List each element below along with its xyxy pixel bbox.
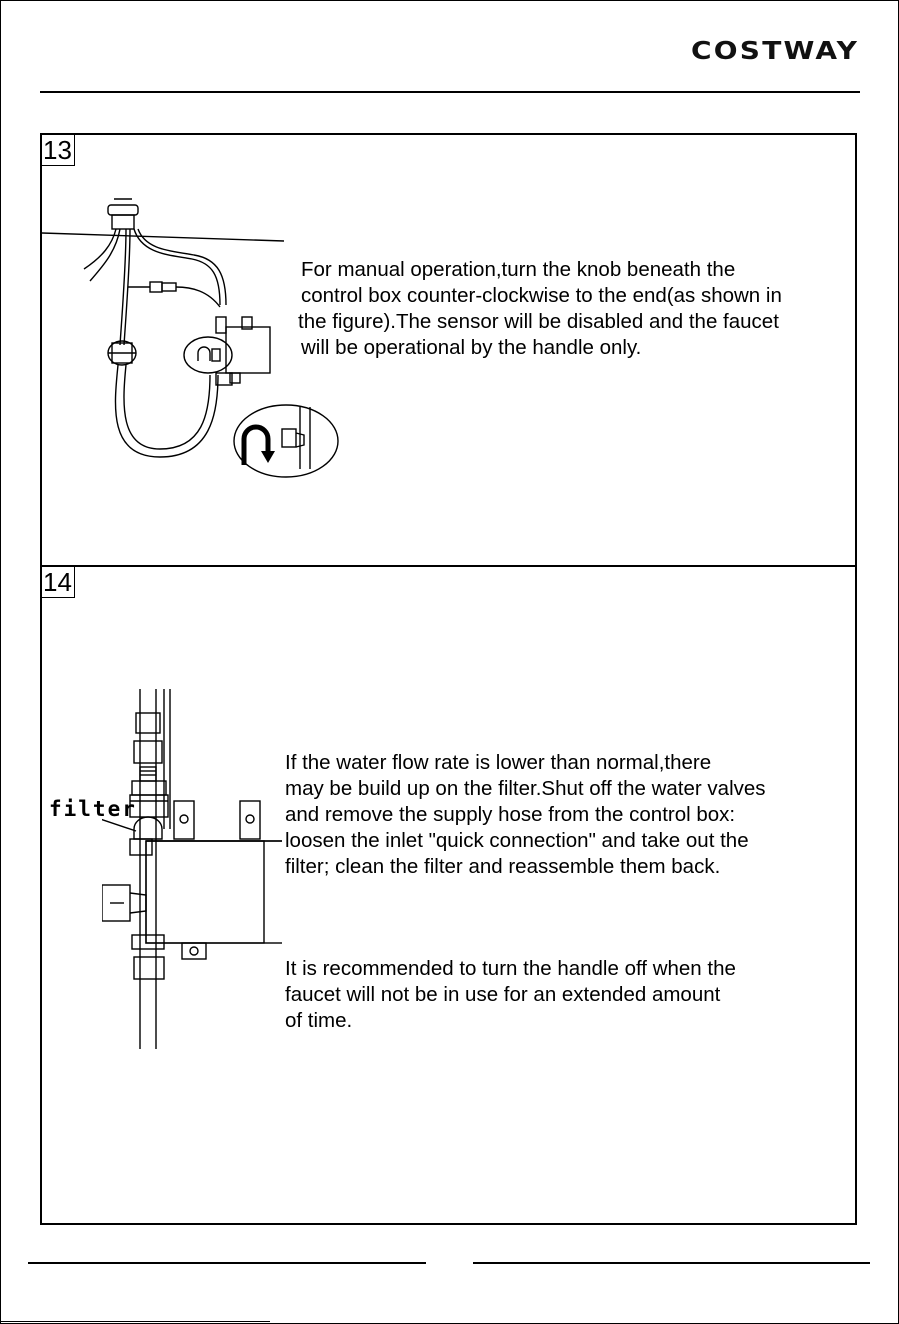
footer-bottom-rule bbox=[0, 1321, 270, 1322]
text-line: control box counter-clockwise to the end(as shown in bbox=[301, 284, 782, 307]
text-line: loosen the inlet "quick connection" and take out the bbox=[285, 829, 749, 852]
step-number: 13 bbox=[42, 135, 75, 166]
text-line: the figure).The sensor will be disabled and the faucet bbox=[298, 310, 779, 333]
text-line: filter; clean the filter and reassemble them back. bbox=[285, 855, 721, 878]
filter-maintenance-illustration bbox=[102, 689, 282, 1053]
filter-callout-label: filter bbox=[49, 797, 137, 821]
text-line: and remove the supply hose from the control box: bbox=[285, 803, 736, 826]
step-14-paragraph-2 bbox=[285, 956, 736, 1034]
text-line: If the water flow rate is lower than normal,there bbox=[285, 751, 712, 774]
footer-divider-left bbox=[28, 1262, 426, 1264]
text-line: of time. bbox=[285, 1009, 353, 1032]
manual-operation-illustration bbox=[42, 195, 342, 485]
text-line: may be build up on the filter.Shut off the water valves bbox=[285, 777, 766, 800]
step-14-panel bbox=[40, 565, 857, 1225]
step-number: 14 bbox=[42, 567, 75, 598]
header-divider bbox=[40, 91, 860, 93]
step-14-paragraph-1 bbox=[285, 750, 766, 880]
text-line: It is recommended to turn the handle off when the bbox=[285, 957, 736, 980]
step-13-text bbox=[298, 257, 782, 361]
text-line: will be operational by the handle only. bbox=[301, 336, 642, 359]
text-line: For manual operation,turn the knob beneath the bbox=[301, 258, 736, 281]
step-13-panel bbox=[40, 133, 857, 567]
footer-divider-right bbox=[473, 1262, 870, 1264]
text-line: faucet will not be in use for an extended amount bbox=[285, 983, 721, 1006]
brand-logo: COSTWAY bbox=[690, 36, 859, 65]
